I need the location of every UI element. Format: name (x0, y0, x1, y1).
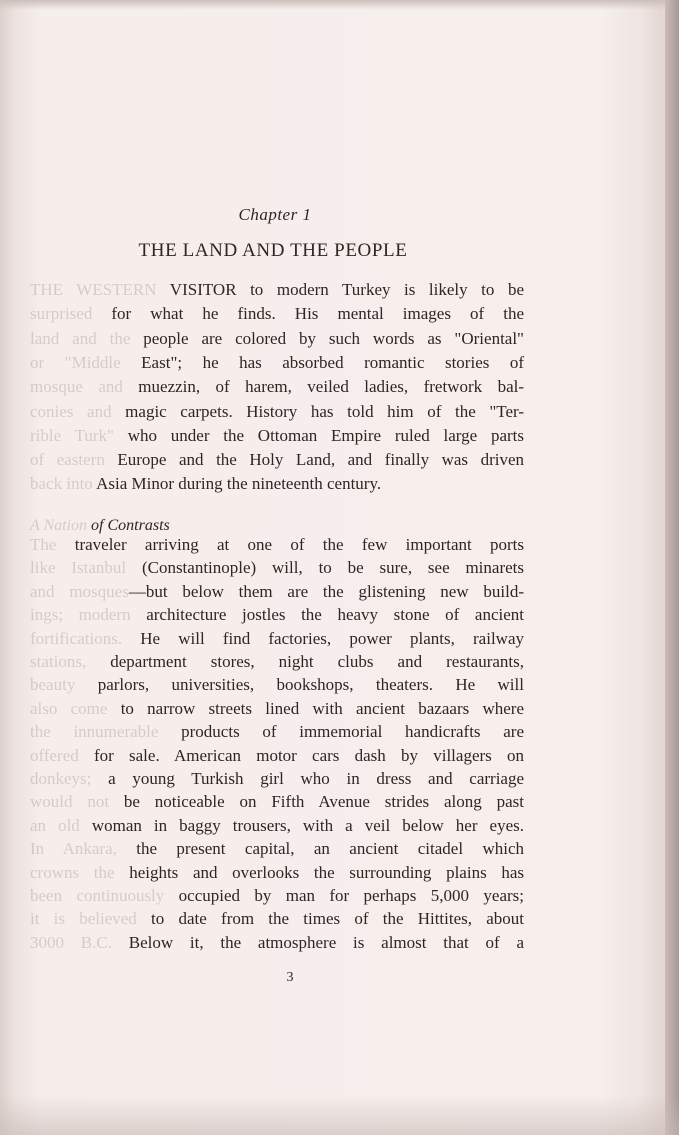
page-right-edge (665, 0, 679, 1135)
text-line-content: He will find factories, power plants, railway (140, 628, 524, 648)
text-line-faded-start: 3000 B.C. (30, 932, 129, 952)
text-line-content: Asia Minor during the nineteenth century. (96, 474, 382, 494)
text-line (30, 721, 524, 743)
text-line (30, 838, 524, 860)
text-line (30, 557, 524, 579)
text-line-faded-start: beauty (30, 675, 98, 695)
text-line-faded-start: it is believed (30, 909, 152, 929)
text-line (30, 352, 524, 374)
text-line-faded-start: and mosques (30, 581, 129, 601)
section-heading-title: of Contrasts (91, 517, 170, 534)
text-line-faded-start: of eastern (30, 450, 118, 470)
text-line-faded-start: been continuously (30, 886, 179, 905)
text-line-content: Europe and the Holy Land, and finally was driven (117, 450, 524, 470)
text-line-faded-start: The (30, 535, 75, 554)
text-line-faded-start: rible Turk" (30, 425, 128, 445)
text-line-faded-start: also come (30, 698, 121, 718)
text-line-content: parlors, universities, bookshops, theaters. He will (97, 675, 524, 695)
text-line (30, 908, 524, 930)
text-line (30, 401, 524, 423)
text-line-content: magic carpets. History has told him of the "Ter- (125, 401, 524, 421)
text-line-faded-start: back into (30, 474, 97, 494)
section-heading-faded: A Nation (30, 517, 92, 534)
text-line (30, 604, 524, 626)
text-line-content: woman in baggy trousers, with a veil below her eyes. (91, 815, 524, 835)
text-line-faded-start: ings; modern (30, 605, 147, 625)
text-line-faded-start: land and the (30, 328, 144, 348)
text-line-content: muezzin, of harem, veiled ladies, fretwork bal- (138, 377, 524, 397)
text-line (30, 791, 524, 813)
text-line (30, 279, 524, 301)
text-line-content: architecture jostles the heavy stone of ancient (146, 605, 524, 625)
text-line-faded-start: crowns the (30, 862, 130, 882)
text-line (30, 581, 524, 603)
text-line-content: (Constantinople) will, to be sure, see minarets (141, 558, 524, 578)
text-line-content: heights and overlooks the surrounding plains has (129, 862, 524, 882)
text-line-faded-start: would not (30, 792, 124, 812)
text-line-faded-start: like Istanbul (30, 558, 142, 578)
text-line-content: who under the Ottoman Empire ruled large parts (127, 425, 525, 445)
text-line-faded-start: fortifications. (30, 628, 141, 648)
text-line-faded-start: conies and (30, 401, 126, 421)
text-line-content: VISITOR to modern Turkey is likely to be (169, 280, 524, 299)
text-line (30, 328, 524, 350)
text-line (30, 885, 524, 907)
text-line-content: the present capital, an ancient citadel which (136, 839, 524, 859)
page-bottom-shadow (0, 1095, 679, 1135)
text-line (30, 425, 524, 447)
text-line-faded-start: the innumerable (30, 722, 182, 742)
text-line (30, 651, 524, 673)
page-top-edge (0, 0, 679, 10)
text-line-content: people are colored by such words as "Oriental" (143, 328, 524, 348)
text-line (30, 932, 524, 954)
text-line-faded-start: stations, (30, 652, 111, 671)
text-line (30, 674, 524, 696)
text-line-faded-start: In Ankara, (30, 839, 137, 859)
section-heading (30, 517, 170, 535)
text-line-content: East"; he has absorbed romantic stories of (141, 352, 524, 372)
text-line-faded-start: mosque and (30, 377, 139, 397)
text-line-content: to narrow streets lined with ancient bazaars where (120, 698, 524, 718)
text-line (30, 698, 524, 720)
text-line (30, 815, 524, 837)
text-line (30, 862, 524, 884)
text-line-content: traveler arriving at one of the few important ports (74, 535, 524, 554)
chapter-label: Chapter 1 (238, 205, 312, 224)
text-line-content: a young Turkish girl who in dress and carriage (108, 769, 525, 788)
text-line-faded-start: an old (30, 815, 92, 835)
text-line (30, 376, 524, 398)
text-line-content: for what he finds. His mental images of the (111, 304, 524, 324)
text-line-content: Below it, the atmosphere is almost that of a (128, 932, 524, 952)
text-line (30, 768, 524, 790)
text-line-content: occupied by man for perhaps 5,000 years; (178, 886, 524, 905)
text-line-faded-start: offered (30, 745, 94, 765)
text-line (30, 534, 524, 556)
text-line-content: to date from the times of the Hittites, about (151, 909, 525, 929)
text-line-content: products of immemorial handicrafts are (181, 722, 524, 742)
text-line-faded-start: surprised (30, 304, 112, 324)
text-line-content: for sale. American motor cars dash by villagers on (93, 745, 524, 765)
text-line (30, 473, 524, 495)
text-line (30, 628, 524, 650)
text-line-faded-start: donkeys; (30, 769, 109, 788)
text-line (30, 303, 524, 325)
text-line-content: —but below them are the glistening new build- (128, 581, 525, 601)
text-line (30, 449, 524, 471)
chapter-title: THE LAND AND THE PEOPLE (138, 240, 408, 261)
text-line (30, 745, 524, 767)
text-line-content: be noticeable on Fifth Avenue strides along past (123, 792, 524, 812)
text-line-content: department stores, night clubs and restaurants, (110, 652, 525, 671)
page-number: 3 (286, 970, 294, 985)
text-line-faded-start: THE WESTERN (30, 280, 170, 299)
text-line-faded-start: or "Middle (30, 352, 142, 372)
